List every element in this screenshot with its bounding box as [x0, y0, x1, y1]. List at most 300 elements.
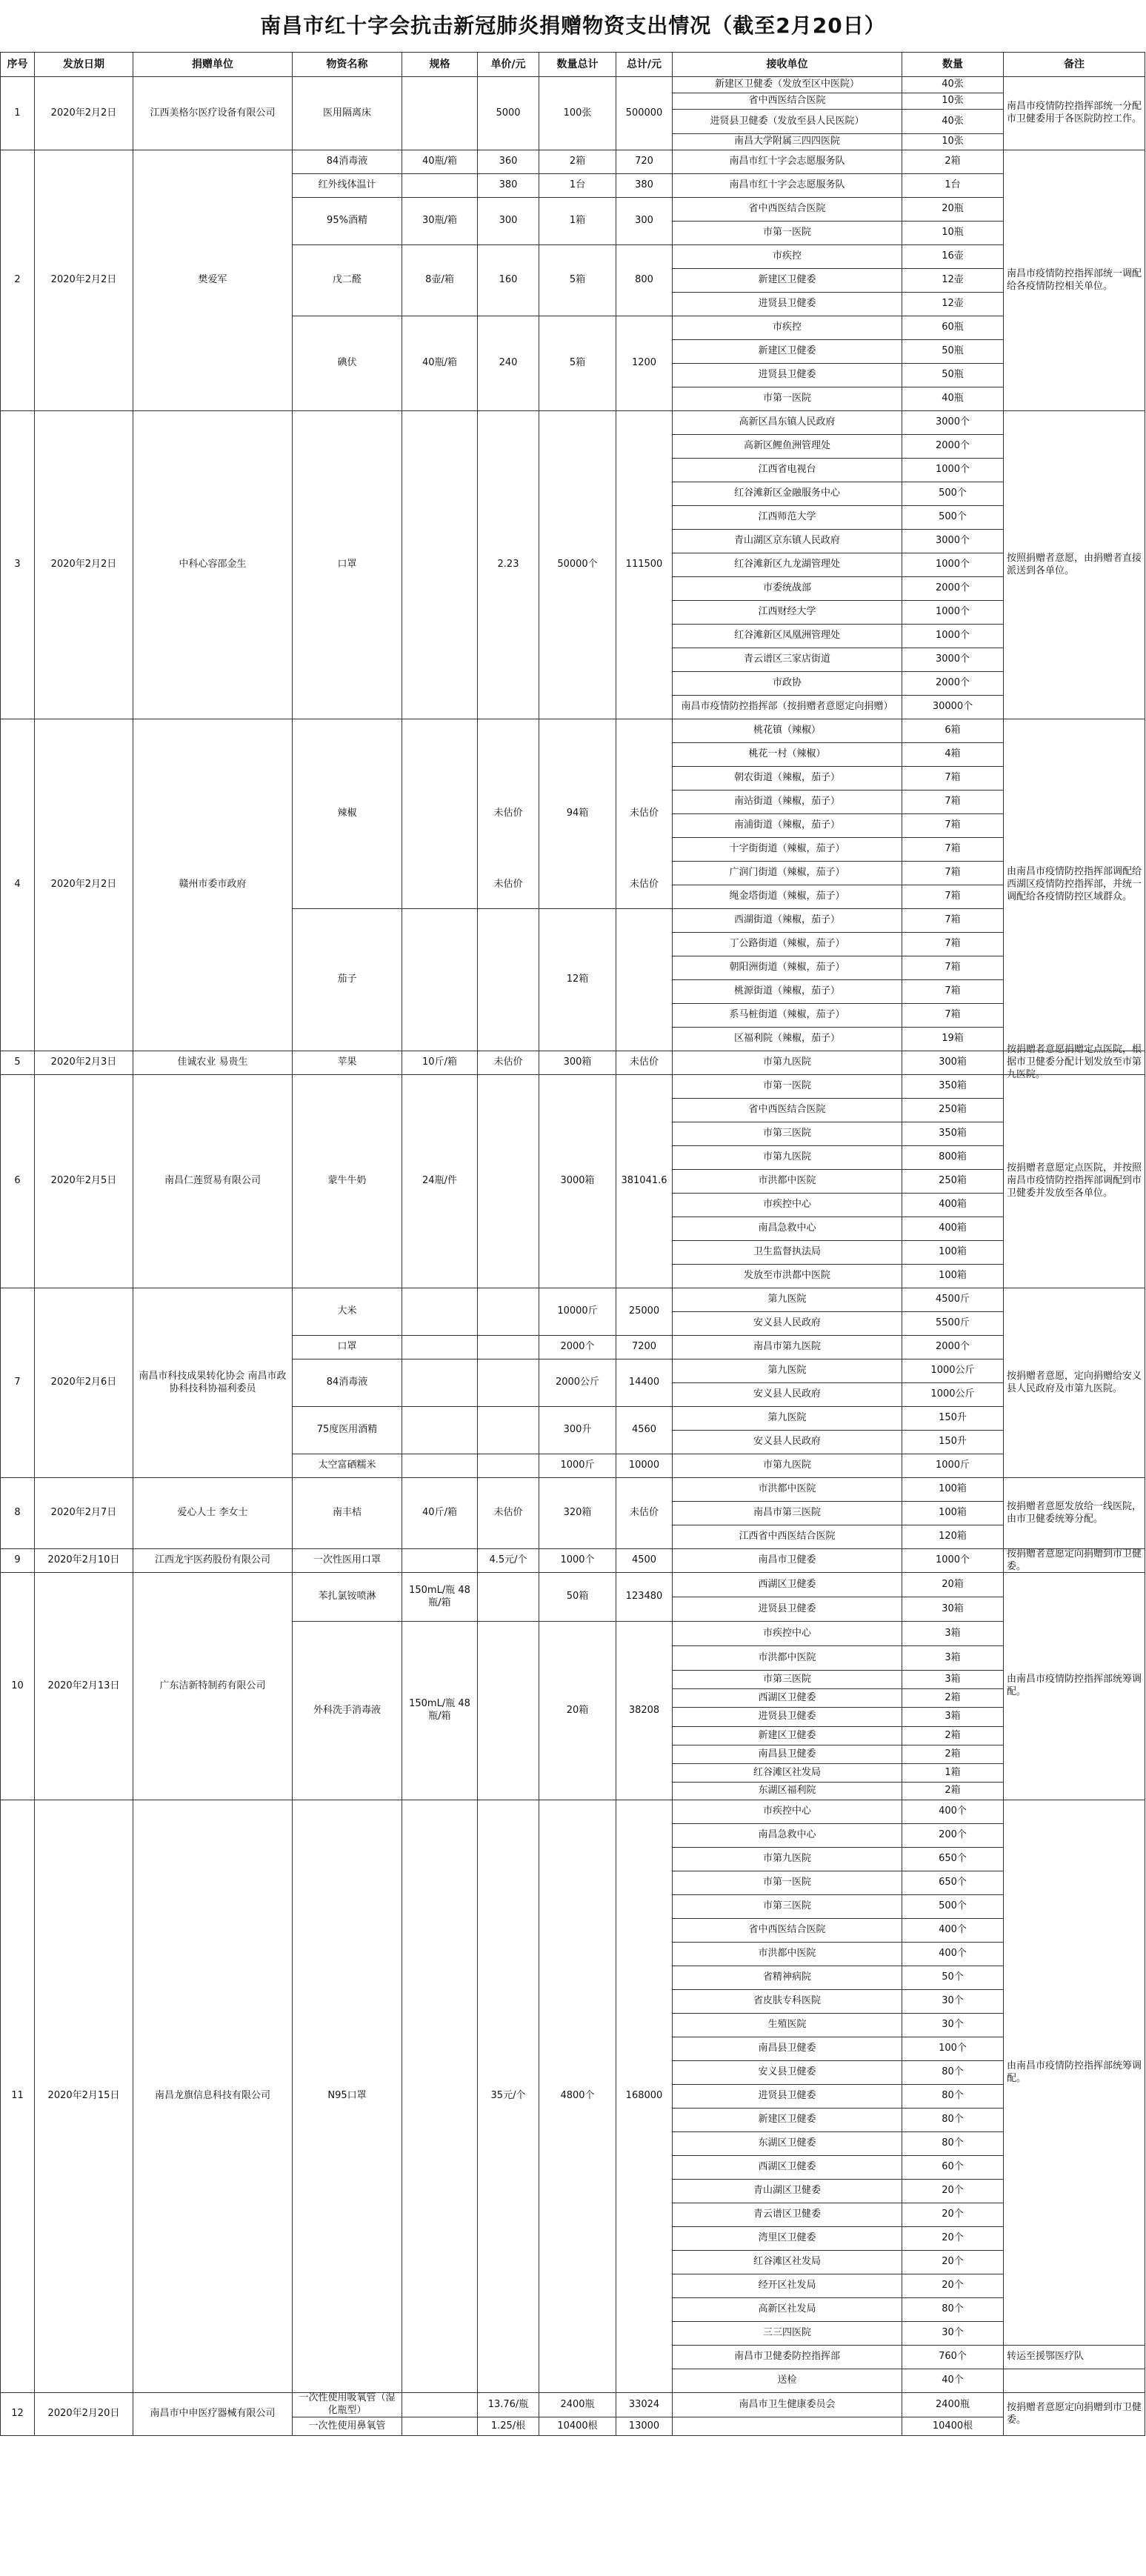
row-donor: 中科心容邵金生 — [133, 411, 293, 719]
recipient-qty: 2箱 — [902, 1745, 1004, 1764]
recipient-qty: 100箱 — [902, 1478, 1004, 1502]
row-note: 南昌市疫情防控指挥部统一调配给各疫情防控相关单位。 — [1004, 150, 1145, 411]
header-price: 单价/元 — [478, 52, 539, 77]
item-spec — [402, 2393, 478, 2417]
recipient-qty: 250箱 — [902, 1170, 1004, 1194]
item-total-qty: 2箱 — [539, 150, 616, 174]
recipient-qty: 30个 — [902, 2322, 1004, 2346]
recipient-qty: 12壶 — [902, 293, 1004, 316]
item-spec — [402, 77, 478, 150]
recipient-unit: 朝阳洲街道（辣椒，茄子） — [673, 956, 902, 980]
item-total-qty: 2400瓶 — [539, 2393, 616, 2417]
recipient-qty: 7箱 — [902, 767, 1004, 791]
item-name: 一次性使用鼻氧管 — [293, 2417, 402, 2436]
recipient-unit: 安义县卫健委 — [673, 2061, 902, 2085]
item-total-amount: 未估价 — [616, 1051, 673, 1075]
header-date: 发放日期 — [35, 52, 133, 77]
item-spec — [402, 1336, 478, 1359]
item-unit-price — [478, 1336, 539, 1359]
item-spec — [402, 174, 478, 198]
recipient-unit: 市第三医院 — [673, 1122, 902, 1146]
recipient-qty: 500个 — [902, 482, 1004, 506]
header-qty: 数量 — [902, 52, 1004, 77]
recipient-qty: 50瓶 — [902, 340, 1004, 364]
recipient-qty: 50个 — [902, 1966, 1004, 1990]
recipient-qty: 60瓶 — [902, 316, 1004, 340]
recipient-unit: 朝农街道（辣椒，茄子） — [673, 767, 902, 791]
row-note-blank — [1004, 2369, 1145, 2393]
recipient-qty: 1000个 — [902, 1549, 1004, 1573]
recipient-qty: 40个 — [902, 2369, 1004, 2393]
item-name: 84消毒液 — [293, 150, 402, 174]
recipient-unit: 经开区社发局 — [673, 2274, 902, 2298]
recipient-qty: 1000个 — [902, 553, 1004, 577]
recipient-unit: 南昌市疫情防控指挥部（按捐赠者意愿定向捐赠） — [673, 696, 902, 719]
item-total-qty: 300升 — [539, 1407, 616, 1454]
row-date: 2020年2月2日 — [35, 411, 133, 719]
row-note: 南昌市疫情防控指挥部统一分配市卫健委用于各医院防控工作。 — [1004, 77, 1145, 150]
row-donor: 江西龙宇医药股份有限公司 — [133, 1549, 293, 1573]
row-date: 2020年2月20日 — [35, 2393, 133, 2436]
recipient-qty: 150升 — [902, 1407, 1004, 1431]
recipient-unit: 市疾控 — [673, 316, 902, 340]
item-spec — [402, 909, 478, 1051]
recipient-unit: 红谷滩新区九龙湖管理处 — [673, 553, 902, 577]
item-name: 茄子 — [293, 909, 402, 1051]
item-total-amount: 380 — [616, 174, 673, 198]
row-donor: 佳诚农业 易贵生 — [133, 1051, 293, 1075]
recipient-unit: 西湖区卫健委 — [673, 1689, 902, 1708]
recipient-unit: 安义县人民政府 — [673, 1383, 902, 1407]
recipient-qty: 400个 — [902, 1800, 1004, 1824]
item-total-amount: 720 — [616, 150, 673, 174]
row-date: 2020年2月7日 — [35, 1478, 133, 1549]
item-total-amount: 4500 — [616, 1549, 673, 1573]
recipient-unit: 新建区卫健委 — [673, 2109, 902, 2132]
row-donor: 爱心人士 李女士 — [133, 1478, 293, 1549]
item-name: 75度医用酒精 — [293, 1407, 402, 1454]
recipient-qty: 30箱 — [902, 1597, 1004, 1622]
recipient-qty: 100箱 — [902, 1502, 1004, 1525]
recipient-unit: 市第九医院 — [673, 1051, 902, 1075]
row-date: 2020年2月2日 — [35, 150, 133, 411]
item-total-amount: 未估价 — [616, 719, 673, 909]
recipient-unit: 省精神病院 — [673, 1966, 902, 1990]
recipient-qty: 7箱 — [902, 838, 1004, 862]
recipient-qty: 10张 — [902, 134, 1004, 150]
row-note: 按捐赠者意愿发放给一线医院，由市卫健委统筹分配。 — [1004, 1478, 1145, 1549]
recipient-unit: 南昌市卫生健康委员会 — [673, 2393, 902, 2417]
header-recipient: 接收单位 — [673, 52, 902, 77]
row-donor: 南昌市中申医疗器械有限公司 — [133, 2393, 293, 2436]
item-total-amount: 7200 — [616, 1336, 673, 1359]
item-unit-price: 1.25/根 — [478, 2417, 539, 2436]
recipient-unit: 绳金塔街道（辣椒，茄子） — [673, 885, 902, 909]
item-unit-price: 13.76/瓶 — [478, 2393, 539, 2417]
recipient-qty: 100箱 — [902, 1241, 1004, 1265]
item-spec: 40斤/箱 — [402, 1478, 478, 1549]
item-total-amount: 381041.6 — [616, 1075, 673, 1288]
recipient-qty: 50瓶 — [902, 364, 1004, 387]
row-donor: 广东洁新特制药有限公司 — [133, 1573, 293, 1800]
recipient-qty: 2箱 — [902, 150, 1004, 174]
row-note: 按照捐赠者意愿，由捐赠者直接派送到各单位。 — [1004, 411, 1145, 719]
item-total-qty: 1000个 — [539, 1549, 616, 1573]
recipient-qty: 40瓶 — [902, 387, 1004, 411]
recipient-qty: 650个 — [902, 1871, 1004, 1895]
recipient-unit: 市洪都中医院 — [673, 1478, 902, 1502]
row-date: 2020年2月13日 — [35, 1573, 133, 1800]
item-total-amount: 300 — [616, 198, 673, 245]
header-donor: 捐赠单位 — [133, 52, 293, 77]
recipient-unit: 新建区卫健委 — [673, 1727, 902, 1745]
item-unit-price: 未估价 — [478, 1051, 539, 1075]
item-unit-price — [478, 1288, 539, 1336]
item-name: 84消毒液 — [293, 1359, 402, 1407]
recipient-unit: 南昌大学附属三四四医院 — [673, 134, 902, 150]
recipient-unit: 红谷滩新区金融服务中心 — [673, 482, 902, 506]
recipient-unit: 三三四医院 — [673, 2322, 902, 2346]
item-name: 医用隔离床 — [293, 77, 402, 150]
recipient-unit: 市第一医院 — [673, 387, 902, 411]
recipient-qty: 7箱 — [902, 956, 1004, 980]
recipient-unit: 江西省电视台 — [673, 459, 902, 482]
recipient-qty: 2400瓶 — [902, 2393, 1004, 2417]
item-total-amount: 10000 — [616, 1454, 673, 1478]
recipient-qty: 250箱 — [902, 1099, 1004, 1122]
recipient-qty: 3箱 — [902, 1708, 1004, 1727]
item-unit-price: 380 — [478, 174, 539, 198]
recipient-qty: 2箱 — [902, 1689, 1004, 1708]
recipient-unit: 江西师范大学 — [673, 506, 902, 530]
item-total-qty: 4800个 — [539, 1800, 616, 2393]
recipient-qty: 400箱 — [902, 1217, 1004, 1241]
recipient-unit: 南昌市红十字会志愿服务队 — [673, 150, 902, 174]
recipient-unit: 安义县人民政府 — [673, 1312, 902, 1336]
row-note: 按捐赠者意愿定向捐赠到市卫健委。 — [1004, 1549, 1145, 1573]
item-unit-price: 300 — [478, 198, 539, 245]
row-seq: 3 — [0, 411, 35, 719]
recipient-qty: 2000个 — [902, 435, 1004, 459]
item-total-qty: 12箱 — [539, 909, 616, 1051]
item-total-qty: 5箱 — [539, 316, 616, 411]
recipient-unit: 东湖区卫健委 — [673, 2132, 902, 2156]
row-date: 2020年2月15日 — [35, 1800, 133, 2393]
item-total-amount: 未估价 — [616, 719, 673, 1051]
recipient-qty: 80个 — [902, 2298, 1004, 2322]
recipient-qty: 12壶 — [902, 269, 1004, 293]
recipient-unit: 进贤县卫健委 — [673, 293, 902, 316]
item-spec — [402, 719, 478, 909]
recipient-unit: 南昌市卫健委防控指挥部 — [673, 2346, 902, 2369]
row-note: 由南昌市疫情防控指挥部调配给西湖区疫情防控指挥部，并统一调配给各疫情防控区域群众。 — [1004, 719, 1145, 1051]
item-total-qty: 1000斤 — [539, 1454, 616, 1478]
recipient-unit: 市第一医院 — [673, 222, 902, 245]
recipient-qty: 400个 — [902, 1943, 1004, 1966]
item-spec — [402, 1800, 478, 2393]
recipient-unit: 市疾控 — [673, 245, 902, 269]
recipient-unit: 市洪都中医院 — [673, 1646, 902, 1671]
recipient-unit: 市委统战部 — [673, 577, 902, 601]
recipient-unit: 市疾控中心 — [673, 1622, 902, 1646]
row-donor: 南昌龙旗信息科技有限公司 — [133, 1800, 293, 2393]
item-total-qty: 100张 — [539, 77, 616, 150]
header-total: 总计/元 — [616, 52, 673, 77]
row-note: 由南昌市疫情防控指挥部统筹调配。 — [1004, 1800, 1145, 2346]
recipient-unit: 市政协 — [673, 672, 902, 696]
recipient-qty: 3000个 — [902, 411, 1004, 435]
recipient-qty: 10400根 — [902, 2417, 1004, 2436]
row-seq: 6 — [0, 1075, 35, 1288]
item-total-amount: 33024 — [616, 2393, 673, 2417]
recipient-unit: 西湖区卫健委 — [673, 1573, 902, 1597]
row-donor: 南昌市科技成果转化协会 南昌市政协科技科协福利委员 — [133, 1288, 293, 1478]
recipient-unit: 桃花一村（辣椒） — [673, 743, 902, 767]
recipient-qty: 3箱 — [902, 1622, 1004, 1646]
item-unit-price: 5000 — [478, 77, 539, 150]
recipient-qty: 200个 — [902, 1824, 1004, 1848]
item-unit-price: 160 — [478, 245, 539, 316]
recipient-qty: 800箱 — [902, 1146, 1004, 1170]
recipient-unit: 市洪都中医院 — [673, 1170, 902, 1194]
recipient-unit: 南昌市红十字会志愿服务队 — [673, 174, 902, 198]
recipient-unit: 市第三医院 — [673, 1671, 902, 1689]
item-total-amount: 123480 — [616, 1573, 673, 1622]
recipient-unit: 湾里区卫健委 — [673, 2227, 902, 2251]
recipient-unit: 高新区社发局 — [673, 2298, 902, 2322]
recipient-unit: 西湖区卫健委 — [673, 2156, 902, 2180]
recipient-unit: 系马桩街道（辣椒，茄子） — [673, 1004, 902, 1028]
recipient-qty: 7箱 — [902, 909, 1004, 933]
recipient-unit: 西湖街道（辣椒，茄子） — [673, 909, 902, 933]
item-name: 辣椒 — [293, 719, 402, 909]
recipient-qty: 5500斤 — [902, 1312, 1004, 1336]
item-name: 口罩 — [293, 411, 402, 719]
recipient-qty: 30000个 — [902, 696, 1004, 719]
recipient-qty: 1台 — [902, 174, 1004, 198]
recipient-qty: 1000公斤 — [902, 1383, 1004, 1407]
recipient-unit: 红谷滩区社发局 — [673, 1764, 902, 1783]
row-seq: 10 — [0, 1573, 35, 1800]
recipient-unit: 红谷滩区社发局 — [673, 2251, 902, 2274]
item-name: N95口罩 — [293, 1800, 402, 2393]
item-total-amount: 800 — [616, 245, 673, 316]
recipient-unit: 生殖医院 — [673, 2014, 902, 2037]
row-note: 由南昌市疫情防控指挥部统筹调配。 — [1004, 1573, 1145, 1800]
recipient-qty: 2箱 — [902, 1783, 1004, 1800]
item-spec: 8壶/箱 — [402, 245, 478, 316]
recipient-qty: 80个 — [902, 2085, 1004, 2109]
recipient-unit: 第九医院 — [673, 1407, 902, 1431]
recipient-unit: 桃花镇（辣椒） — [673, 719, 902, 743]
header-seq: 序号 — [0, 52, 35, 77]
item-unit-price — [478, 1075, 539, 1288]
recipient-qty: 150升 — [902, 1431, 1004, 1454]
recipient-unit: 省皮肤专科医院 — [673, 1990, 902, 2014]
recipient-qty: 7箱 — [902, 980, 1004, 1004]
recipient-qty: 20个 — [902, 2251, 1004, 2274]
recipient-unit: 红谷滩新区凤凰洲管理处 — [673, 625, 902, 648]
recipient-qty: 3箱 — [902, 1646, 1004, 1671]
recipient-unit: 高新区昌东镇人民政府 — [673, 411, 902, 435]
row-seq: 2 — [0, 150, 35, 411]
recipient-qty: 20个 — [902, 2274, 1004, 2298]
row-donor: 赣州市委市政府 — [133, 719, 293, 1051]
item-unit-price — [478, 1454, 539, 1478]
item-unit-price: 360 — [478, 150, 539, 174]
recipient-qty: 3000个 — [902, 648, 1004, 672]
item-spec — [402, 1549, 478, 1573]
item-total-qty: 300箱 — [539, 1051, 616, 1075]
row-seq: 12 — [0, 2393, 35, 2436]
recipient-unit: 安义县人民政府 — [673, 1431, 902, 1454]
recipient-qty: 1000公斤 — [902, 1359, 1004, 1383]
recipient-unit: 新建区卫健委 — [673, 269, 902, 293]
row-seq: 8 — [0, 1478, 35, 1549]
recipient-qty: 20个 — [902, 2203, 1004, 2227]
item-spec — [402, 2417, 478, 2436]
item-spec: 10斤/箱 — [402, 1051, 478, 1075]
recipient-unit: 第九医院 — [673, 1288, 902, 1312]
recipient-qty: 1000个 — [902, 459, 1004, 482]
item-name: 碘伏 — [293, 316, 402, 411]
item-spec: 30瓶/箱 — [402, 198, 478, 245]
item-total-amount: 25000 — [616, 1288, 673, 1336]
recipient-unit: 青云谱区卫健委 — [673, 2203, 902, 2227]
recipient-qty: 500个 — [902, 1895, 1004, 1919]
item-unit-price: 未估价 — [478, 719, 539, 909]
recipient-unit: 新建区卫健委（发放至区中医院） — [673, 77, 902, 93]
recipient-qty: 40张 — [902, 77, 1004, 93]
recipient-qty: 20个 — [902, 2227, 1004, 2251]
item-total-qty: 94箱 — [539, 719, 616, 909]
recipient-qty: 2000个 — [902, 577, 1004, 601]
item-unit-price: 35元/个 — [478, 1800, 539, 2393]
recipient-unit: 广润门街道（辣椒，茄子） — [673, 862, 902, 885]
row-date: 2020年2月2日 — [35, 719, 133, 1051]
recipient-qty: 350箱 — [902, 1122, 1004, 1146]
item-name: 蒙牛牛奶 — [293, 1075, 402, 1288]
recipient-qty: 7箱 — [902, 1004, 1004, 1028]
header-spec: 规格 — [402, 52, 478, 77]
item-unit-price: 4.5元/个 — [478, 1549, 539, 1573]
recipient-unit: 进贤县卫健委 — [673, 1597, 902, 1622]
recipient-unit: 省中西医结合医院 — [673, 1919, 902, 1943]
item-total-amount: 1200 — [616, 316, 673, 411]
item-name: 太空富硒糯米 — [293, 1454, 402, 1478]
donation-table — [0, 52, 1145, 2574]
item-total-qty: 10000斤 — [539, 1288, 616, 1336]
recipient-unit: 市第三医院 — [673, 1895, 902, 1919]
item-spec: 24瓶/件 — [402, 1075, 478, 1288]
recipient-unit: 南浦街道（辣椒，茄子） — [673, 814, 902, 838]
recipient-unit: 区福利院（辣椒，茄子） — [673, 1028, 902, 1051]
recipient-qty: 80个 — [902, 2132, 1004, 2156]
row-date: 2020年2月10日 — [35, 1549, 133, 1573]
recipient-unit: 送检 — [673, 2369, 902, 2393]
recipient-qty: 400箱 — [902, 1194, 1004, 1217]
item-spec — [402, 1288, 478, 1336]
item-total-qty: 1台 — [539, 174, 616, 198]
row-note: 按捐赠者意愿定向捐赠到市卫健委。 — [1004, 2393, 1145, 2436]
row-donor: 樊爱军 — [133, 150, 293, 411]
recipient-unit: 省中西医结合医院 — [673, 93, 902, 110]
item-name: 一次性使用吸氧管（湿化瓶型） — [293, 2393, 402, 2417]
row-seq: 9 — [0, 1549, 35, 1573]
item-spec — [402, 1454, 478, 1478]
row-seq: 4 — [0, 719, 35, 1051]
recipient-unit: 高新区鲤鱼洲管理处 — [673, 435, 902, 459]
recipient-qty: 100个 — [902, 2037, 1004, 2061]
recipient-unit: 丁公路街道（辣椒，茄子） — [673, 933, 902, 956]
recipient-unit: 新建区卫健委 — [673, 340, 902, 364]
item-unit-price — [478, 1573, 539, 1622]
item-unit-price: 未估价 — [478, 719, 539, 1051]
recipient-unit: 市第九医院 — [673, 1848, 902, 1871]
recipient-qty: 80个 — [902, 2109, 1004, 2132]
item-unit-price — [478, 1407, 539, 1454]
item-name: 戊二醛 — [293, 245, 402, 316]
row-note: 按捐赠者意愿捐赠定点医院，根据市卫健委分配计划发放至市第九医院。 — [1004, 1051, 1145, 1075]
recipient-unit: 进贤县卫健委（发放至县人民医院） — [673, 110, 902, 134]
recipient-qty: 20瓶 — [902, 198, 1004, 222]
row-date: 2020年2月5日 — [35, 1075, 133, 1288]
recipient-qty: 7箱 — [902, 814, 1004, 838]
item-name: 苯扎氯铵喷淋 — [293, 1573, 402, 1622]
recipient-qty: 2箱 — [902, 1727, 1004, 1745]
recipient-qty: 120箱 — [902, 1525, 1004, 1549]
recipient-unit: 南站街道（辣椒，茄子） — [673, 791, 902, 814]
recipient-qty: 1000个 — [902, 601, 1004, 625]
row-date: 2020年2月3日 — [35, 1051, 133, 1075]
item-total-amount: 未估价 — [616, 1478, 673, 1549]
recipient-qty: 1000个 — [902, 625, 1004, 648]
item-total-amount: 4560 — [616, 1407, 673, 1454]
recipient-qty: 19箱 — [902, 1028, 1004, 1051]
item-total-qty: 3000箱 — [539, 1075, 616, 1288]
header-item: 物资名称 — [293, 52, 402, 77]
row-sub-note: 转运至援鄂医疗队 — [1004, 2346, 1145, 2369]
recipient-qty: 20个 — [902, 2180, 1004, 2203]
recipient-qty: 760个 — [902, 2346, 1004, 2369]
item-total-qty: 320箱 — [539, 1478, 616, 1549]
recipient-unit: 青山湖区京东镇人民政府 — [673, 530, 902, 553]
recipient-unit: 卫生监督执法局 — [673, 1241, 902, 1265]
recipient-unit: 南昌急救中心 — [673, 1824, 902, 1848]
recipient-qty: 1箱 — [902, 1764, 1004, 1783]
recipient-qty: 2000个 — [902, 672, 1004, 696]
recipient-qty: 40张 — [902, 110, 1004, 134]
item-total-amount: 168000 — [616, 1800, 673, 2393]
recipient-qty: 7箱 — [902, 862, 1004, 885]
item-total-qty: 20箱 — [539, 1622, 616, 1800]
row-donor: 南昌仁莲贸易有限公司 — [133, 1075, 293, 1288]
recipient-unit: 青云谱区三家店街道 — [673, 648, 902, 672]
row-seq: 1 — [0, 77, 35, 150]
recipient-qty: 3000个 — [902, 530, 1004, 553]
recipient-unit: 南昌县卫健委 — [673, 1745, 902, 1764]
recipient-qty: 500个 — [902, 506, 1004, 530]
item-unit-price — [478, 1359, 539, 1407]
item-total-qty: 50箱 — [539, 1573, 616, 1622]
row-seq: 7 — [0, 1288, 35, 1478]
item-unit-price: 2.23 — [478, 411, 539, 719]
recipient-unit: 省中西医结合医院 — [673, 1099, 902, 1122]
recipient-unit: 桃源街道（辣椒，茄子） — [673, 980, 902, 1004]
recipient-unit: 十字街街道（辣椒，茄子） — [673, 838, 902, 862]
recipient-unit: 市洪都中医院 — [673, 1943, 902, 1966]
recipient-qty: 10张 — [902, 93, 1004, 110]
